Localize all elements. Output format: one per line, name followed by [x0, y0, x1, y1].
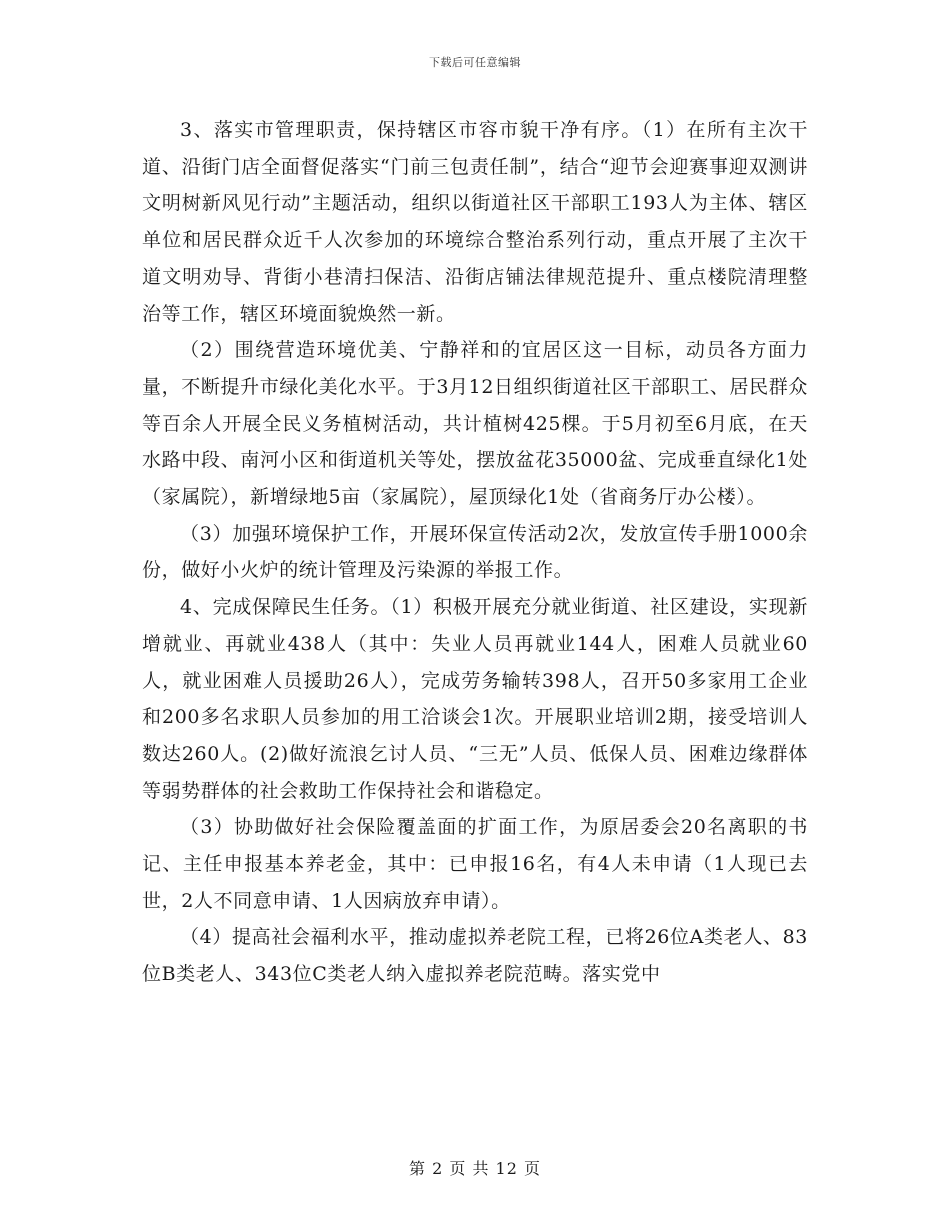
- document-body: [142, 112, 808, 993]
- paragraph-social-insurance: （3）协助做好社会保险覆盖面的扩面工作，为原居委会20名离职的书记、主任申报基本养老金，其中：已申报16名，有4人未申请（1人现已去世，2人不同意申请、1人因病放弃申请）。: [142, 816, 808, 912]
- page-number-footer: 第 2 页 共 12 页: [409, 1159, 541, 1178]
- paragraph-social-welfare: （4）提高社会福利水平，推动虚拟养老院工程，已将26位A类老人、83位B类老人、343位C类老人纳入虚拟养老院范畴。落实党中: [142, 926, 808, 986]
- paragraph-greening: （2）围绕营造环境优美、宁静祥和的宜居区这一目标，动员各方面力量，不断提升市绿化美化水平。于3月12日组织街道社区干部职工、居民群众等百余人开展全民义务植树活动，共计植树425棵。于5月初至6月底，在天水路中段、南河小区和街道机关等处，摆放盆花35000盆、完成垂直绿化1处（家属院），新增绿地5亩（家属院），屋顶绿化1处（省商务厅办公楼）。: [142, 339, 808, 509]
- paragraph-environment-protection: （3）加强环境保护工作，开展环保宣传活动2次，发放宣传手册1000余份，做好小火炉的统计管理及污染源的举报工作。: [142, 522, 808, 582]
- paragraph-city-management: 3、落实市管理职责，保持辖区市容市貌干净有序。（1）在所有主次干道、沿街门店全面督促落实“门前三包责任制”，结合“迎节会迎赛事迎双测讲文明树新风见行动”主题活动，组织以街道社区干部职工193人为主体、辖区单位和居民群众近千人次参加的环境综合整治系列行动，重点开展了主次干道文明劝导、背街小巷清扫保洁、沿街店铺法律规范提升、重点楼院清理整治等工作，辖区环境面貌焕然一新。: [142, 119, 808, 325]
- paragraph-livelihood: 4、完成保障民生任务。（1）积极开展充分就业街道、社区建设，实现新增就业、再就业438人（其中：失业人员再就业144人，困难人员就业60人，就业困难人员援助26人），完成劳务输转398人，召开50多家用工企业和200多名求职人员参加的用工洽谈会1次。开展职业培训2期，接受培训人数达260人。(2)做好流浪乞讨人员、“三无”人员、低保人员、困难边缘群体等弱势群体的社会救助工作保持社会和谐稳定。: [142, 596, 808, 802]
- page-header: 下载后可任意编辑: [429, 56, 521, 69]
